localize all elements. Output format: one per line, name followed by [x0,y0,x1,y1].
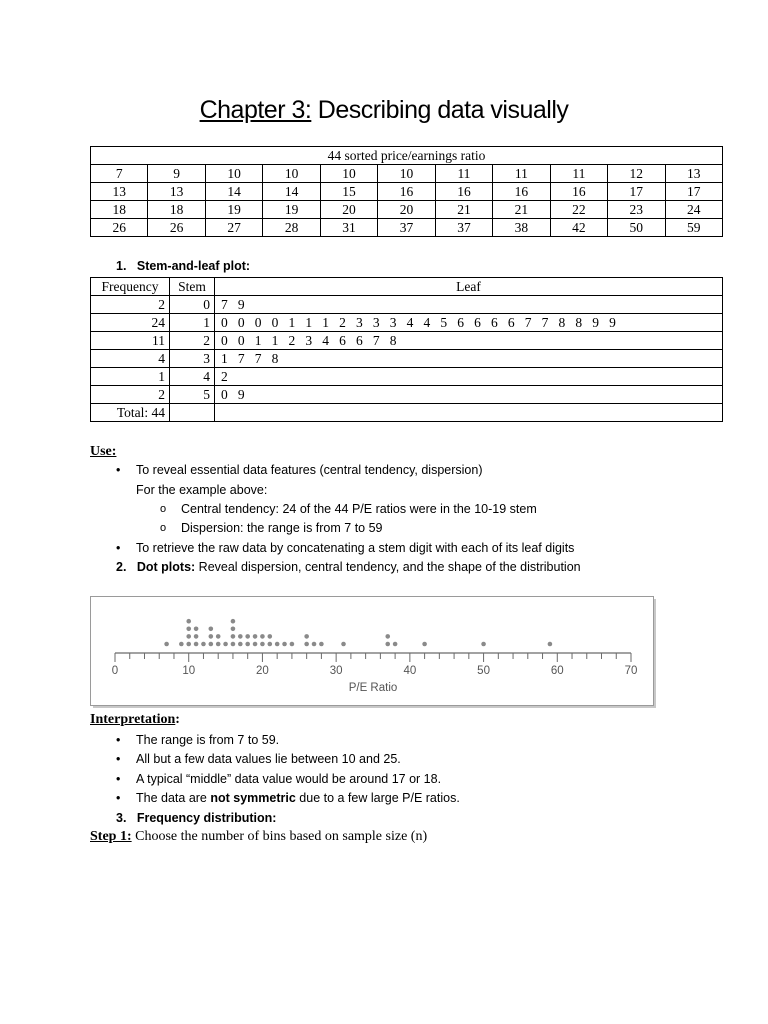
pe-table-cell: 13 [91,183,148,201]
dot-plot-dot [231,642,236,647]
stem-table-row [91,332,723,350]
pe-table-cell: 11 [493,165,550,183]
stem-table-leaf-cell: 0 9 [215,386,723,404]
dot-plot-dot [253,634,258,639]
stem-table-total-row [91,404,723,422]
dot-plot-dot [393,642,398,647]
pe-table-caption: 44 sorted price/earnings ratio [91,147,723,165]
pe-table-row [91,165,723,183]
dot-plot-dot [231,634,236,639]
dot-plot-dot [319,642,324,647]
dot-plot-dot [231,619,236,624]
dot-plot-dot [260,642,265,647]
stem-table-row [91,314,723,332]
pe-table-cell: 37 [435,219,492,237]
dot-plot-dot [290,642,295,647]
use-bullet-1: • To reveal essential data features (central tendency, dispersion) [136,463,482,477]
dot-plot-dot [253,642,258,647]
pe-table-cell: 14 [263,183,320,201]
dot-plot-dot [179,642,184,647]
dot-plot-dot [268,642,273,647]
pe-table-cell: 11 [435,165,492,183]
stem-table-leaf-cell: 1 7 7 8 [215,350,723,368]
pe-table-cell: 18 [91,201,148,219]
stem-table-frequency-cell: 11 [91,332,170,350]
dot-plot-tick-label: 10 [182,665,196,677]
pe-table-cell: 13 [148,183,205,201]
dot-plot-dot [201,642,206,647]
page-title-chapter: Chapter 3: [199,96,312,124]
interpretation-heading: Interpretation [90,712,176,727]
dot-plot-dot [245,642,250,647]
stem-table-frequency-cell: 24 [91,314,170,332]
pe-table-cell: 12 [608,165,665,183]
interpretation-colon: : [175,712,180,727]
pe-table-row [91,183,723,201]
pe-table-cell: 7 [91,165,148,183]
pe-ratio-table [90,146,723,237]
pe-table-cell: 50 [608,219,665,237]
dot-plot-dot [385,642,390,647]
stem-table-stem-cell: 1 [170,314,215,332]
interpretation-bullet-4-bold: not symmetric [210,791,296,805]
dot-plot-dot [385,634,390,639]
pe-table-cell: 59 [665,219,722,237]
section-1-label: Stem-and-leaf plot: [136,259,251,273]
pe-table-cell: 10 [263,165,320,183]
use-sub-bullet-1: o Central tendency: 24 of the 44 P/E ratios were in the 10-19 stem [181,502,537,516]
use-heading: Use: [90,444,117,459]
interpretation-bullet-1: • The range is from 7 to 59. [136,733,279,747]
section-3-heading [116,811,276,825]
pe-table-cell: 28 [263,219,320,237]
pe-table-cell: 17 [608,183,665,201]
pe-table-cell: 26 [148,219,205,237]
dot-plot-dot [194,627,199,632]
pe-table-row [91,201,723,219]
section-2-heading [116,560,581,574]
dot-plot-tick-label: 30 [329,665,343,677]
pe-table-cell: 37 [378,219,435,237]
pe-table-cell: 17 [665,183,722,201]
dot-plot-tick-label: 20 [256,665,269,677]
dot-plot-dot [282,642,287,647]
dot-plot-dot [186,634,191,639]
stem-table-total: Total: 44 [91,404,170,422]
dot-plot-dot [186,619,191,624]
stem-table-frequency-cell: 2 [91,386,170,404]
stem-table-stem-cell: 5 [170,386,215,404]
stem-table-stem-cell: 3 [170,350,215,368]
use-sub-bullet-2: o Dispersion: the range is from 7 to 59 [181,521,383,535]
section-2-text: Reveal dispersion, central tendency, and the shape of the distribution [195,560,581,574]
pe-table-cell: 10 [320,165,377,183]
dot-plot-dot [548,642,553,647]
interpretation-bullet-4-pre: The data are [136,791,211,805]
stem-table-leaf-cell: 7 9 [215,296,723,314]
stem-table-frequency-cell: 1 [91,368,170,386]
page-title-text: Describing data visually [311,96,569,124]
pe-table-cell: 11 [550,165,607,183]
pe-table-cell: 31 [320,219,377,237]
interpretation-bullet-2: • All but a few data values lie between 10 and 25. [136,752,401,766]
dot-plot-dot [238,642,243,647]
interpretation-heading-line [90,712,180,728]
pe-table-cell: 20 [320,201,377,219]
pe-table-cell: 13 [665,165,722,183]
dot-plot-dot [275,642,280,647]
pe-table-cell: 9 [148,165,205,183]
dot-plot-dot [164,642,169,647]
dot-plot-dot [260,634,265,639]
stem-table-frequency-cell: 4 [91,350,170,368]
pe-table-cell: 18 [148,201,205,219]
dot-plot-dot [238,634,243,639]
dot-plot-dot [194,634,199,639]
pe-table-cell: 21 [493,201,550,219]
stem-table-leaf-cell: 2 [215,368,723,386]
stem-table-stem-cell: 0 [170,296,215,314]
dot-plot-dot [223,642,228,647]
section-1-heading [116,259,250,273]
dot-plot-tick-label: 0 [111,665,119,677]
stem-table-total-leaf-empty [215,404,723,422]
stem-table-header-frequency: Frequency [91,278,170,296]
interpretation-bullet-4-post: due to a few large P/E ratios. [295,791,460,805]
pe-table-cell: 21 [435,201,492,219]
use-example-label: For the example above: [136,483,268,497]
pe-table-cell: 19 [263,201,320,219]
dot-plot-dot [304,634,309,639]
stem-table-total-stem-empty [170,404,215,422]
pe-table-cell: 14 [205,183,262,201]
pe-table-cell: 10 [205,165,262,183]
pe-table-cell: 23 [608,201,665,219]
stem-table-stem-cell: 4 [170,368,215,386]
dot-plot-chart [90,596,656,708]
dot-plot-dot [312,642,317,647]
dot-plot-dot [268,634,273,639]
stem-table-frequency-cell: 2 [91,296,170,314]
pe-table-cell: 19 [205,201,262,219]
section-3-label: Frequency distribution: [136,811,277,825]
pe-table-cell: 16 [378,183,435,201]
stem-table-leaf-cell: 0 0 0 0 1 1 1 2 3 3 3 4 4 5 6 6 6 6 7 7 8 8 9 9 [215,314,723,332]
page-title [0,96,768,125]
pe-table-cell: 26 [91,219,148,237]
stem-table-header-stem: Stem [170,278,215,296]
stem-table-header-leaf: Leaf [215,278,723,296]
dot-plot-tick-label: 70 [624,665,638,677]
dot-plot-dot [216,634,221,639]
stem-table-leaf-cell: 0 0 1 1 2 3 4 6 6 7 8 [215,332,723,350]
dot-plot-dot [304,642,309,647]
section-2-number: 2. [116,560,127,574]
pe-table-cell: 22 [550,201,607,219]
dot-plot-dot [216,642,221,647]
use-bullet-2: • To retrieve the raw data by concatenating a stem digit with each of its leaf digits [136,541,574,555]
dot-plot-tick-label: 50 [477,665,490,677]
step-1-text: Choose the number of bins based on sample size (n) [131,829,428,844]
pe-table-cell: 16 [493,183,550,201]
dot-plot-dot [209,627,214,632]
dot-plot-dot [186,642,191,647]
dot-plot-tick-label: 40 [403,665,417,677]
pe-table-cell: 16 [435,183,492,201]
interpretation-bullet-4 [136,791,460,805]
pe-table-cell: 16 [550,183,607,201]
stem-table-row [91,350,723,368]
stem-table-row [91,386,723,404]
dot-plot-dot [422,642,427,647]
dot-plot-dot [341,642,346,647]
pe-table-row [91,219,723,237]
pe-table-cell: 42 [550,219,607,237]
section-2-label: Dot plots: [136,560,196,574]
stem-table-row [91,368,723,386]
step-1-line [90,829,427,845]
stem-table-row [91,296,723,314]
stem-and-leaf-table [90,277,723,422]
section-1-number: 1. [116,259,127,273]
dot-plot-dot [194,642,199,647]
pe-table-cell: 27 [205,219,262,237]
dot-plot-dot [186,627,191,632]
dot-plot-tick-label: 60 [550,665,564,677]
section-3-number: 3. [116,811,127,825]
stem-table-stem-cell: 2 [170,332,215,350]
pe-table-cell: 15 [320,183,377,201]
pe-table-cell: 38 [493,219,550,237]
pe-table-cell: 10 [378,165,435,183]
pe-table-cell: 20 [378,201,435,219]
interpretation-bullet-3: • A typical “middle” data value would be around 17 or 18. [136,772,441,786]
dot-plot-xlabel: P/E Ratio [348,682,398,694]
pe-table-cell: 24 [665,201,722,219]
dot-plot-dot [481,642,486,647]
dot-plot-dot [209,634,214,639]
dot-plot-dot [231,627,236,632]
dot-plot-dot [209,642,214,647]
step-1-label: Step 1: [90,829,132,844]
dot-plot-dot [245,634,250,639]
